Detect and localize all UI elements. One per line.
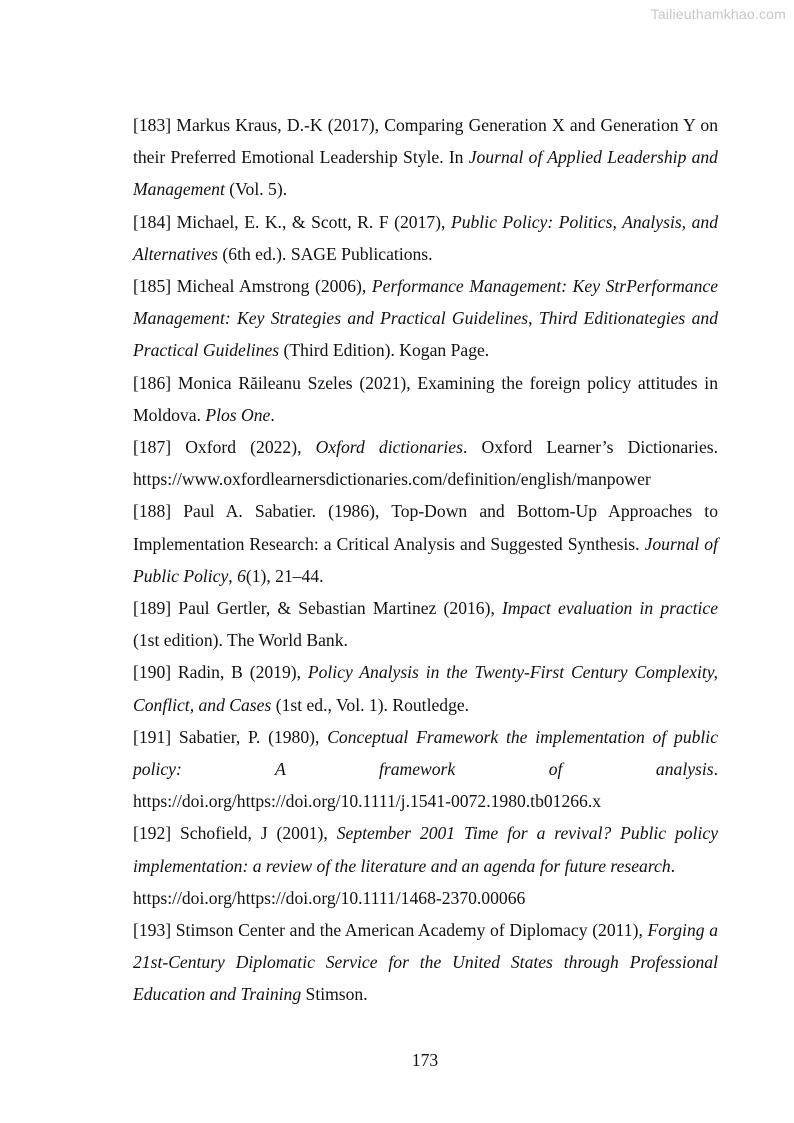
reference-192-url[interactable]: https://doi.org/https://doi.org/10.1111/1468-2370.00066 — [133, 887, 526, 908]
reference-188: [188] Paul A. Sabatier. (1986), Top-Down and Bottom-Up Approaches to Implementation Research: a Critical Analysis and Suggested Synthesis. Journal of Public Policy, 6(1), 21–44. — [133, 501, 718, 586]
reference-190: [190] Radin, B (2019), Policy Analysis in the Twenty-First Century Complexity, Conflict, and Cases (1st ed., Vol. 1). Routledge. — [133, 662, 718, 715]
reference-191: [191] Sabatier, P. (1980), Conceptual Framework the implementation of public policy: A framework of analysis. — [133, 726, 718, 780]
reference-192: [192] Schofield, J (2001), September 2001 Time for a revival? Public policy implementation: a review of the literature and an agenda for future research. — [133, 823, 718, 876]
reference-191-url[interactable]: https://doi.org/https://doi.org/10.1111/j.1541-0072.1980.tb01266.x — [133, 791, 602, 812]
reference-187: [187] Oxford (2022), Oxford dictionaries. Oxford Learner’s Dictionaries. https://www.oxfordlearnersdictionaries.com/definition/english/manpower — [133, 437, 718, 490]
reference-184: [184] Michael, E. K., & Scott, R. F (2017), Public Policy: Politics, Analysis, and Alternatives (6th ed.). SAGE Publications. — [133, 211, 718, 264]
watermark: Tailieuthamkhao.com — [650, 6, 786, 22]
reference-193: [193] Stimson Center and the American Academy of Diplomacy (2011), Forging a 21st-Century Diplomatic Service for the United States through Professional Education and Training Stimson. — [133, 920, 718, 1005]
reference-186: [186] Monica Răileanu Szeles (2021), Examining the foreign policy attitudes in Moldova. Plos One. — [133, 372, 718, 425]
reference-185: [185] Micheal Amstrong (2006), Performance Management: Key StrPerformance Management: Key Strategies and Practical Guidelines, Third Editionategies and Practical Guidelines (Third Edition). Kogan Page. — [133, 276, 719, 361]
page-number: 173 — [411, 1050, 439, 1070]
reference-list — [133, 109, 718, 1011]
reference-183: [183] Markus Kraus, D.-K (2017), Comparing Generation X and Generation Y on their Preferred Emotional Leadership Style. In Journal of Applied Leadership and Management (Vol. 5). — [133, 115, 718, 200]
reference-189: [189] Paul Gertler, & Sebastian Martinez (2016), Impact evaluation in practice (1st edition). The World Bank. — [133, 598, 718, 651]
